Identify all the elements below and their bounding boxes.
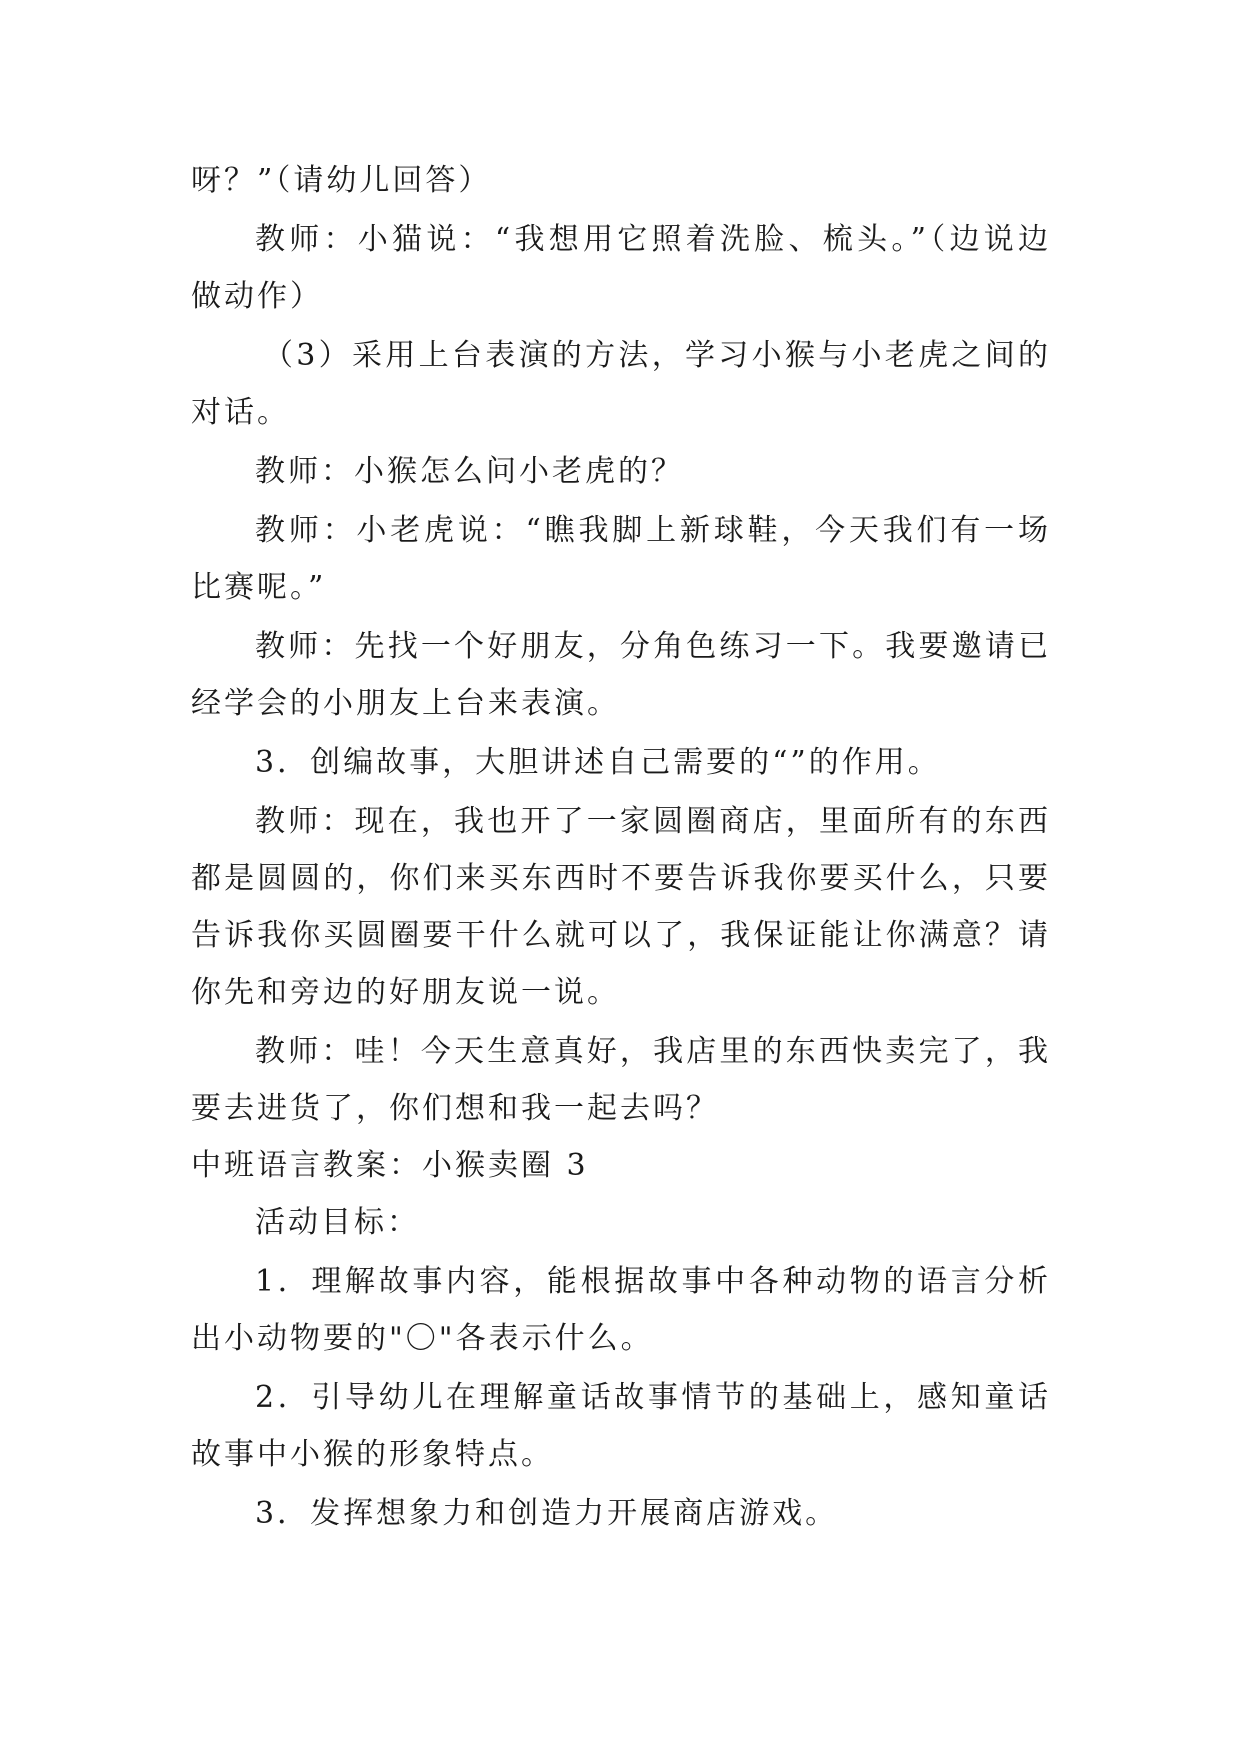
section-heading: 中班语言教案：小猴卖圈 3 <box>191 1148 589 1183</box>
paragraph: 教师：小猫说：“我想用它照着洗脸、梳头。”（边说边做动作） <box>191 222 1051 314</box>
document-body <box>191 152 1051 1542</box>
paragraph: 活动目标： <box>255 1205 420 1240</box>
paragraph: 教师：先找一个好朋友，分角色练习一下。我要邀请已经学会的小朋友上台来表演。 <box>191 629 1051 721</box>
paragraph: 呀？”（请幼儿回答） <box>191 163 492 198</box>
paragraph: 教师：小老虎说：“瞧我脚上新球鞋，今天我们有一场比赛呢。” <box>191 513 1051 605</box>
paragraph: 教师：现在，我也开了一家圆圈商店，里面所有的东西都是圆圆的，你们来买东西时不要告诉我你要买什么，只要告诉我你买圆圈要干什么就可以了，我保证能让你满意？请你先和旁边的好朋友说一说。 <box>191 804 1051 1010</box>
paragraph: 教师：哇！今天生意真好，我店里的东西快卖完了，我要去进货了，你们想和我一起去吗？ <box>191 1034 1051 1126</box>
paragraph: 3．发挥想象力和创造力开展商店游戏。 <box>255 1496 839 1531</box>
paragraph: 2．引导幼儿在理解童话故事情节的基础上，感知童话故事中小猴的形象特点。 <box>191 1380 1051 1472</box>
paragraph: 3．创编故事，大胆讲述自己需要的“”的作用。 <box>255 745 941 780</box>
paragraph: 1．理解故事内容，能根据故事中各种动物的语言分析出小动物要的"〇"各表示什么。 <box>191 1264 1051 1356</box>
paragraph: 教师：小猴怎么问小老虎的？ <box>255 454 684 489</box>
paragraph: （3）采用上台表演的方法，学习小猴与小老虎之间的对话。 <box>191 338 1051 430</box>
